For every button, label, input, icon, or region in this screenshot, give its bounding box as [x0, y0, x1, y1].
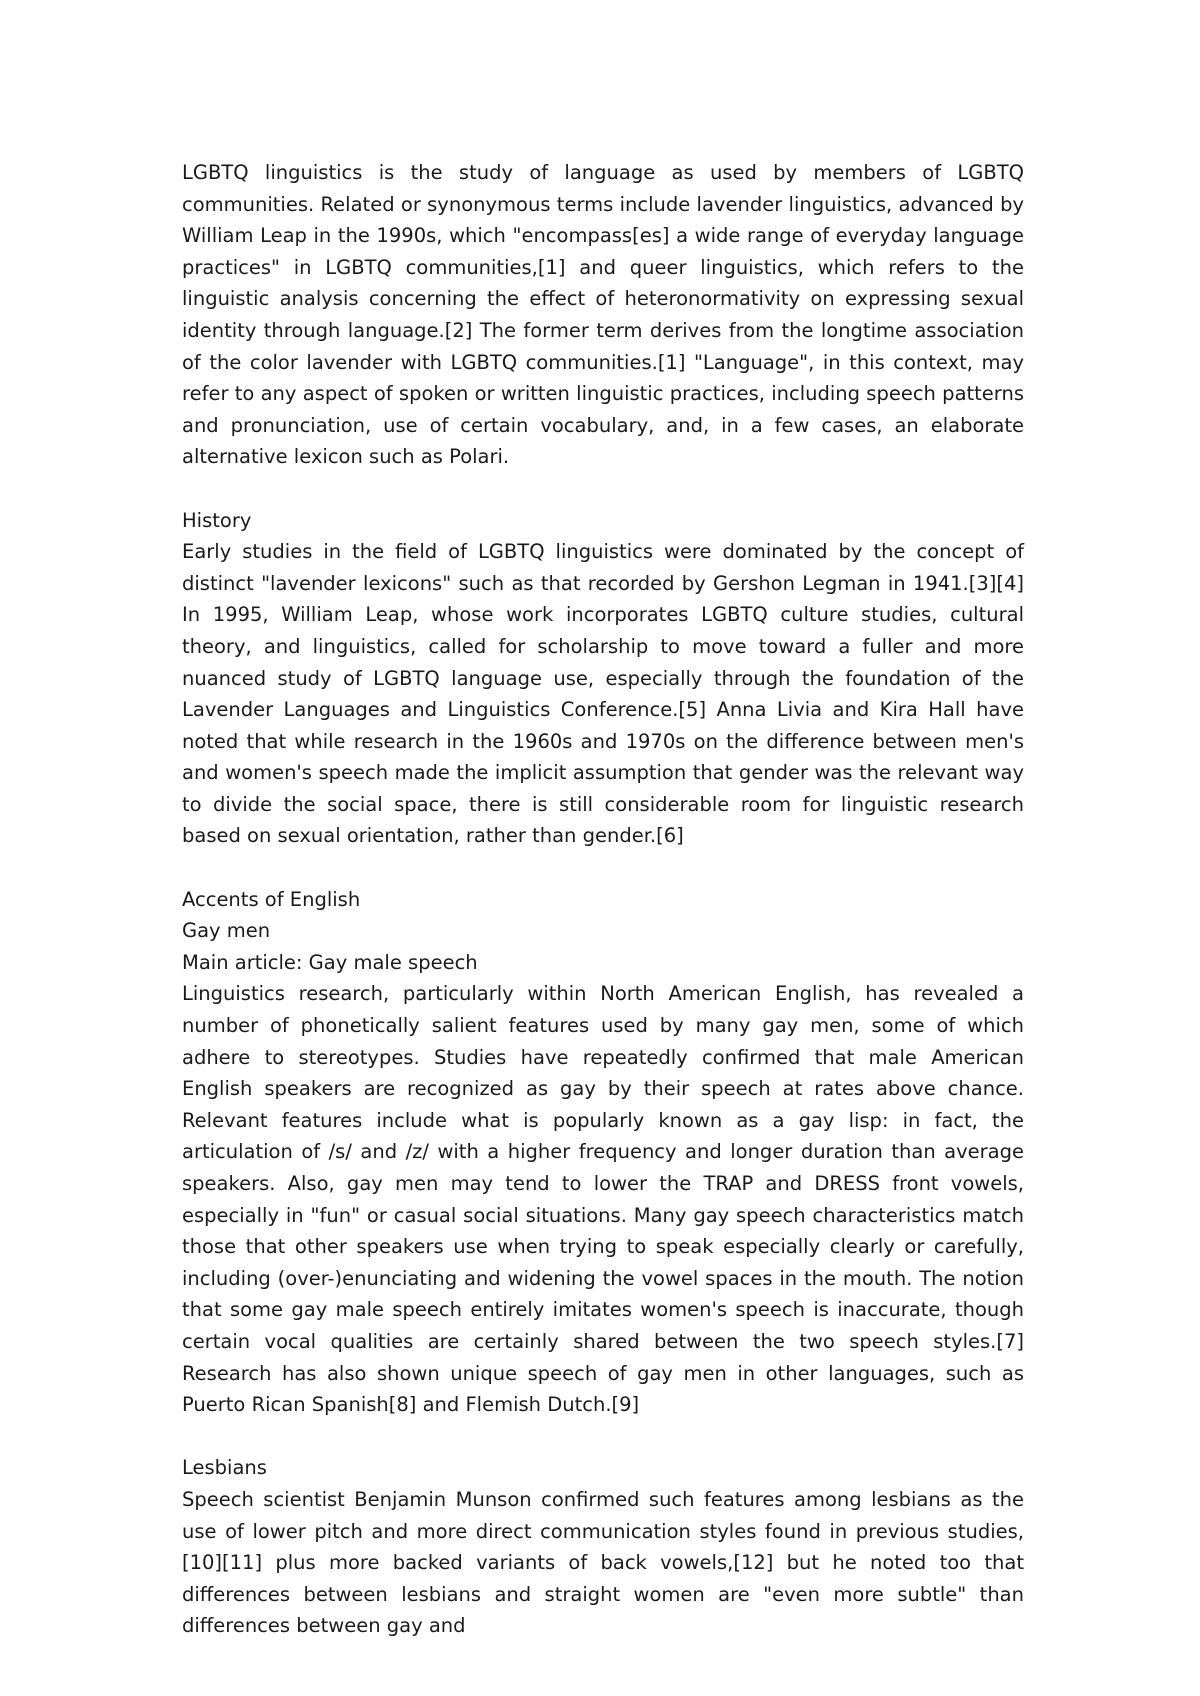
gay-men-paragraph: Linguistics research, particularly within North American English, has revealed a number of phonetically salient features used by many gay men, some of which adhere to stereotypes. Studies have repeatedly confirmed that male American English speakers are recognized as gay by their speech at rates above chance. Relevant features include what is popularly known as a gay lisp: in fact, the articulation of /s/ and /z/ with a higher frequency and longer duration than average speakers. Also, gay men may tend to lower the TRAP and DRESS front vowels, especially in "fun" or casual social situations. Many gay speech characteristics match those that other speakers use when trying to speak especially clearly or carefully, including (over-)enunciating and widening the vowel spaces in the mouth. The notion that some gay male speech entirely imitates women's speech is inaccurate, though certain vocal qualities are certainly shared between the two speech styles.[7] Research has also shown unique speech of gay men in other languages, such as Puerto Rican Spanish[8] and Flemish Dutch.[9] — [182, 982, 1024, 1417]
gay-men-heading: Gay men — [182, 919, 271, 943]
main-article-note: Main article: Gay male speech — [182, 950, 478, 974]
paragraph-gap — [182, 1421, 1024, 1453]
history-paragraph: Early studies in the field of LGBTQ linguistics were dominated by the concept of distinct "lavender lexicons" such as that recorded by Gershon Legman in 1941.[3][4] In 1995, William Leap, whose work incorporates LGBTQ culture studies, cultural theory, and linguistics, called for scholarship to move toward a fuller and more nuanced study of LGBTQ language use, especially through the foundation of the Lavender Languages and Linguistics Conference.[5] Anna Livia and Kira Hall have noted that while research in the 1960s and 1970s on the difference between men's and women's speech made the implicit assumption that gender was the relevant way to divide the social space, there is still considerable room for linguistic research based on sexual orientation, rather than gender.[6] — [182, 540, 1024, 848]
history-heading: History — [182, 508, 252, 532]
lesbians-paragraph: Speech scientist Benjamin Munson confirmed such features among lesbians as the use of lower pitch and more direct communication styles found in previous studies,[10][11] plus more backed variants of back vowels,[12] but he noted too that differences between lesbians and straight women are "even more subtle" than differences between gay and — [182, 1487, 1024, 1638]
document-body — [182, 157, 1024, 1642]
intro-paragraph: LGBTQ linguistics is the study of language as used by members of LGBTQ communities. Related or synonymous terms include lavender linguistics, advanced by William Leap in the 1990s, which "encompass[es] a wide range of everyday language practices" in LGBTQ communities,[1] and queer linguistics, which refers to the linguistic analysis concerning the effect of heteronormativity on expressing sexual identity through language.[2] The former term derives from the longtime association of the color lavender with LGBTQ communities.[1] "Language", in this context, may refer to any aspect of spoken or written linguistic practices, including speech patterns and pronunciation, use of certain vocabulary, and, in a few cases, an elaborate alternative lexicon such as Polari. — [182, 161, 1024, 469]
lesbians-heading: Lesbians — [182, 1456, 267, 1480]
accents-heading: Accents of English — [182, 887, 361, 911]
paragraph-gap — [182, 852, 1024, 884]
paragraph-gap — [182, 473, 1024, 505]
